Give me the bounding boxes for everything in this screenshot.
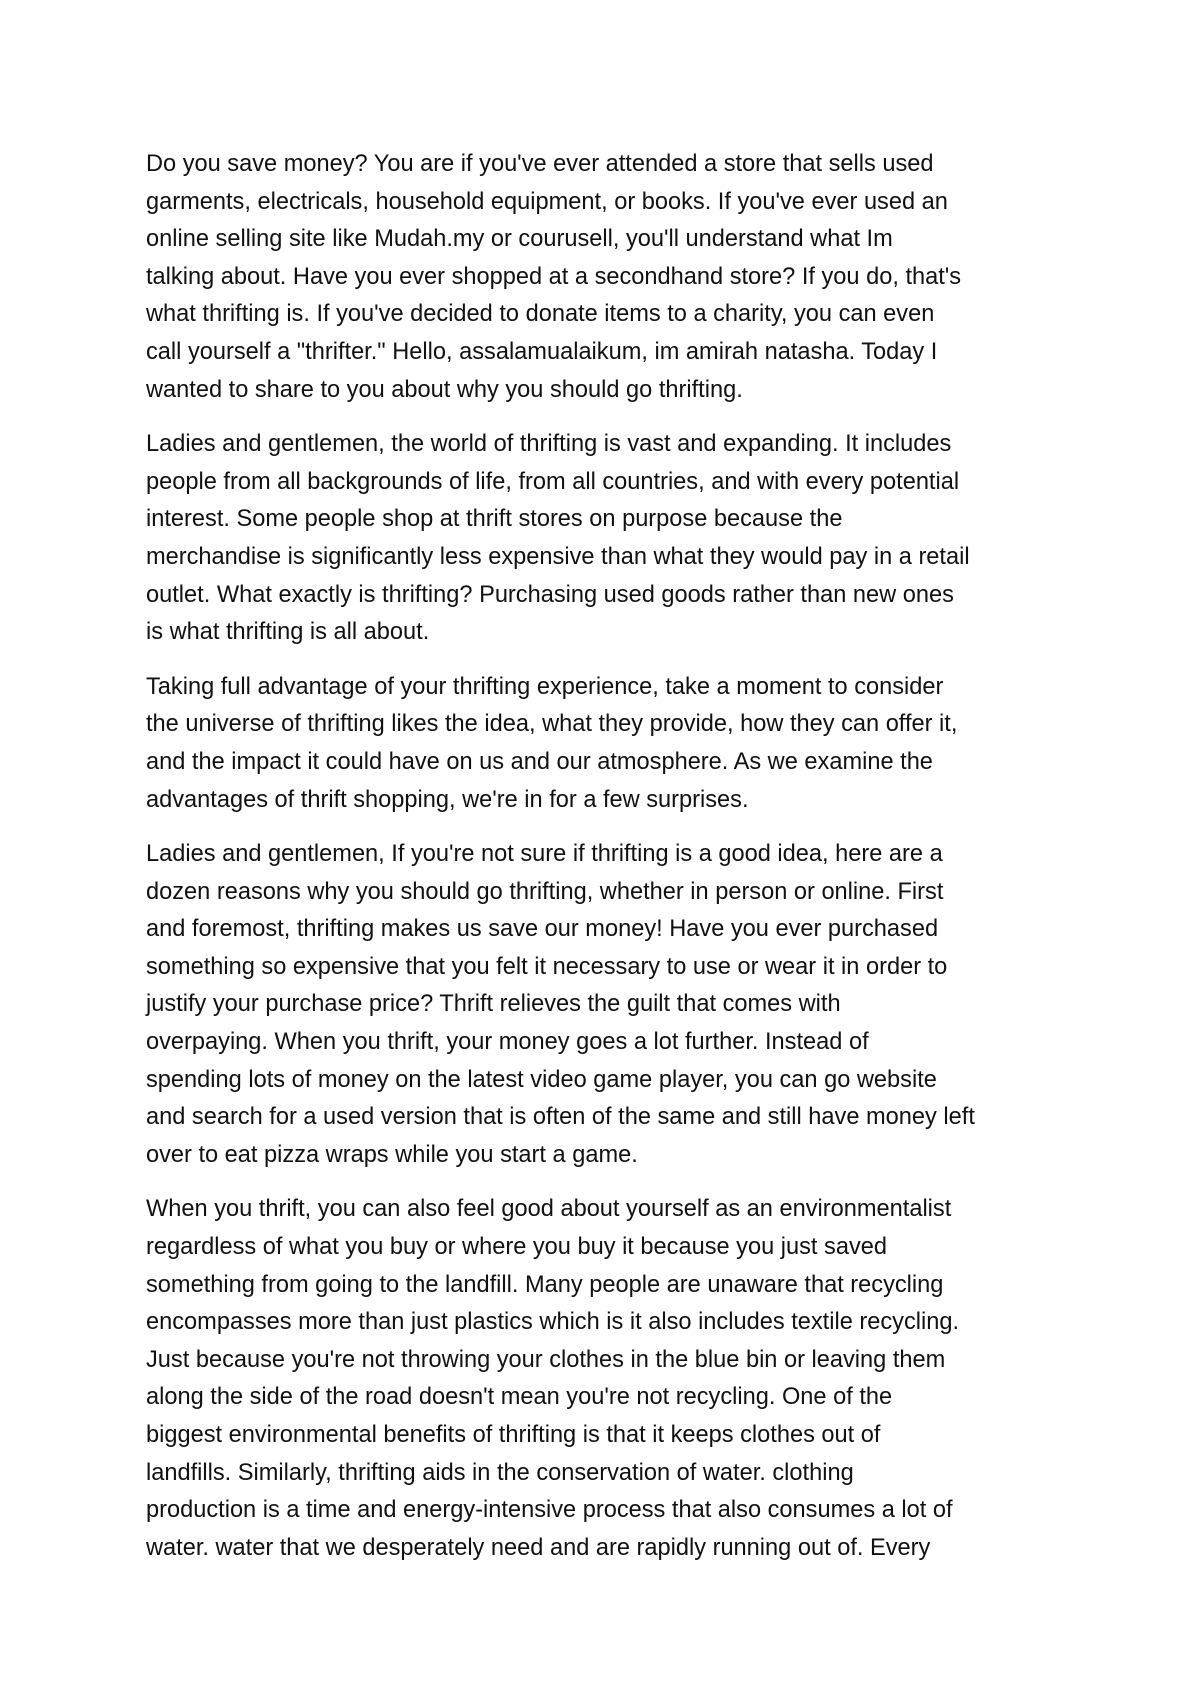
text-line: over to eat pizza wraps while you start a game. (146, 1141, 638, 1168)
text-line: the universe of thrifting likes the idea, what they provide, how they can offer it, (146, 711, 958, 738)
document-body (146, 146, 1066, 1584)
text-line: dozen reasons why you should go thrifting, whether in person or online. First (146, 878, 944, 905)
text-line: encompasses more than just plastics which is it also includes textile recycling. (146, 1309, 960, 1336)
text-line: advantages of thrift shopping, we're in for a few surprises. (146, 786, 749, 813)
text-line: Ladies and gentlemen, the world of thrifting is vast and expanding. It includes (146, 431, 952, 458)
text-line: production is a time and energy-intensive process that also consumes a lot of (146, 1497, 953, 1524)
text-line: and the impact it could have on us and our atmosphere. As we examine the (146, 748, 933, 775)
paragraph-5 (146, 1191, 1066, 1567)
text-line: Taking full advantage of your thrifting experience, take a moment to consider (146, 673, 944, 700)
text-line: garments, electricals, household equipment, or books. If you've ever used an (146, 188, 948, 215)
text-line: people from all backgrounds of life, from all countries, and with every potential (146, 468, 960, 495)
paragraph-4 (146, 836, 1066, 1174)
paragraph-3 (146, 669, 1066, 819)
text-line: something so expensive that you felt it necessary to use or wear it in order to (146, 953, 948, 980)
text-line: what thrifting is. If you've decided to donate items to a charity, you can even (146, 301, 935, 328)
text-line: biggest environmental benefits of thrifting is that it keeps clothes out of (146, 1422, 881, 1448)
text-line: water. water that we desperately need and are rapidly running out of. Every (146, 1534, 931, 1561)
text-line: online selling site like Mudah.my or courusell, you'll understand what Im (146, 226, 893, 253)
text-line: When you thrift, you can also feel good about yourself as an environmentalist (146, 1196, 952, 1223)
text-line: landfills. Similarly, thrifting aids in the conservation of water. clothing (146, 1459, 854, 1486)
text-line: is what thrifting is all about. (146, 619, 430, 646)
text-line: along the side of the road doesn't mean you're not recycling. One of the (146, 1384, 893, 1411)
text-line: talking about. Have you ever shopped at a secondhand store? If you do, that's (146, 263, 962, 290)
paragraph-2 (146, 426, 1066, 652)
text-line: overpaying. When you thrift, your money goes a lot further. Instead of (146, 1029, 869, 1056)
text-line: regardless of what you buy or where you buy it because you just saved (146, 1234, 888, 1261)
text-line: Do you save money? You are if you've ever attended a store that sells used (146, 151, 934, 177)
text-line: Just because you're not throwing your clothes in the blue bin or leaving them (146, 1346, 946, 1373)
text-line: interest. Some people shop at thrift stores on purpose because the (146, 506, 843, 533)
text-line: wanted to share to you about why you should go thrifting. (146, 376, 743, 403)
text-line: justify your purchase price? Thrift relieves the guilt that comes with (146, 991, 841, 1018)
paragraph-1 (146, 146, 1066, 409)
text-line: spending lots of money on the latest video game player, you can go website (146, 1066, 937, 1093)
text-line: and foremost, thrifting makes us save our money! Have you ever purchased (146, 916, 939, 943)
text-line: outlet. What exactly is thrifting? Purchasing used goods rather than new ones (146, 581, 954, 608)
text-line: and search for a used version that is often of the same and still have money left (146, 1104, 975, 1131)
text-line: Ladies and gentlemen, If you're not sure if thrifting is a good idea, here are a (146, 841, 943, 868)
text-line: merchandise is significantly less expensive than what they would pay in a retail (146, 543, 970, 570)
text-line: call yourself a "thrifter." Hello, assalamualaikum, im amirah natasha. Today I (146, 338, 938, 365)
text-line: something from going to the landfill. Many people are unaware that recycling (146, 1271, 944, 1298)
